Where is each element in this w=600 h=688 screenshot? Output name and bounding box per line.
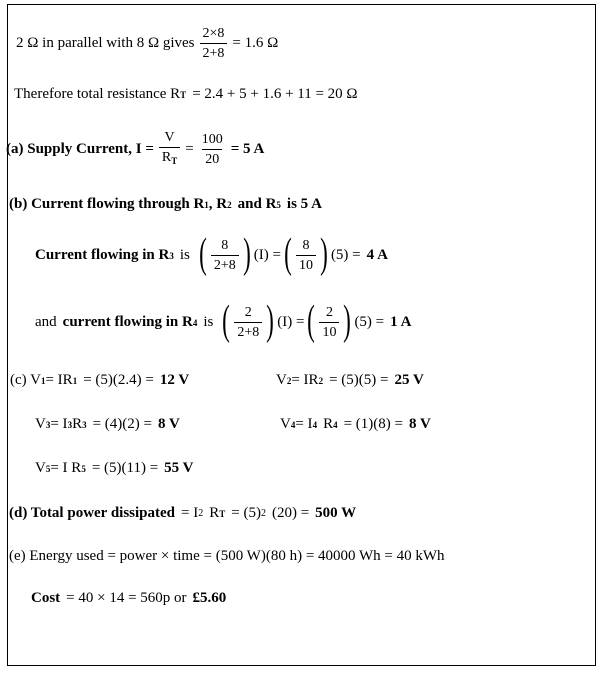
tail-text: (5) = xyxy=(330,247,361,263)
denominator-text: R xyxy=(161,150,172,165)
voltage-v2-line xyxy=(276,372,424,389)
supply-current-line xyxy=(6,128,264,171)
paren-fraction-1: ( $\frac{8}{2+8}$ ) xyxy=(198,230,251,277)
total-resistance-text: Therefore total resistance R xyxy=(14,86,181,102)
total-resistance-line xyxy=(14,86,358,103)
fraction-numerator: 8 xyxy=(302,238,310,253)
voltage-v1-line xyxy=(10,372,189,389)
subscript: 3 xyxy=(67,419,73,430)
current-through-line xyxy=(9,196,322,213)
voltage-text: V xyxy=(35,416,46,432)
fraction-numerator: V xyxy=(164,130,175,145)
power-text: = I xyxy=(181,505,199,521)
total-power-line xyxy=(9,505,356,522)
fraction-denominator: 10 xyxy=(319,322,339,342)
fraction-denominator: 10 xyxy=(296,255,316,275)
power-text: R xyxy=(209,505,220,521)
fraction-numerator: 2 xyxy=(244,305,252,320)
power-text: = (5) xyxy=(231,505,261,521)
voltage-text: R xyxy=(72,416,83,432)
mid-text: (I) = xyxy=(277,314,305,330)
fraction-denominator: 2+8 xyxy=(234,322,262,342)
fraction-numerator: 8 xyxy=(221,238,229,253)
voltage-text: (c) V xyxy=(10,372,41,388)
voltage-text: = IR xyxy=(291,372,319,388)
subscript: 2 xyxy=(286,375,292,386)
voltage-v3-result: 8 V xyxy=(157,416,180,432)
current-r3-line xyxy=(35,230,388,277)
voltage-text: = I R xyxy=(50,460,82,476)
is-text: is xyxy=(179,247,190,263)
fraction xyxy=(234,303,262,342)
fraction-numerator: 2×8 xyxy=(202,26,225,41)
fraction xyxy=(319,303,339,342)
tail-text: (5) = xyxy=(354,314,385,330)
fraction xyxy=(296,236,316,275)
paren-fraction-2: ( $\frac{2}{10}$ ) xyxy=(307,297,352,344)
voltage-v1-result: 12 V xyxy=(159,372,190,388)
fraction-numerator: 100 xyxy=(201,132,223,147)
subscript: 2 xyxy=(318,375,324,386)
current-r4-result: 1 A xyxy=(390,314,412,330)
total-resistance-result: = 2.4 + 5 + 1.6 + 11 = 20 Ω xyxy=(192,86,358,102)
supply-current-result: = 5 A xyxy=(230,141,265,157)
total-power-result: 500 W xyxy=(315,505,357,521)
voltage-text: = (4)(2) = xyxy=(92,416,152,432)
subscript: 4 xyxy=(312,419,318,430)
fraction xyxy=(211,236,239,275)
parallel-result: = 1.6 Ω xyxy=(232,35,279,51)
subscript: 1 xyxy=(204,199,209,210)
cost-line xyxy=(31,590,226,607)
power-text: (20) = xyxy=(271,505,310,521)
fraction-numerator: 2 xyxy=(325,305,333,320)
voltage-text: = (1)(8) = xyxy=(343,416,403,432)
subscript: 4 xyxy=(192,317,198,328)
parallel-resistance-line xyxy=(16,24,278,63)
current-through-text: , R xyxy=(208,196,228,212)
voltage-text: = (5)(5) = xyxy=(329,372,389,388)
current-r3-label: Current flowing in R xyxy=(35,247,170,263)
subscript: 2 xyxy=(227,199,232,210)
current-r4-line xyxy=(35,297,412,344)
current-through-text: is 5 A xyxy=(286,196,322,212)
current-r4-label: current flowing in R xyxy=(62,314,193,330)
subscript: T xyxy=(219,508,226,519)
fraction-denominator: 2+8 xyxy=(211,255,239,275)
cost-result: £5.60 xyxy=(192,590,227,606)
subscript: 4 xyxy=(290,419,296,430)
subscript: 3 xyxy=(45,419,51,430)
current-through-text: (b) Current flowing through R xyxy=(9,196,205,212)
voltage-text: V xyxy=(276,372,287,388)
fraction-denominator: 2+8 xyxy=(200,43,228,63)
parallel-text: 2 Ω in parallel with 8 Ω gives xyxy=(16,35,195,51)
fraction-denominator: 20 xyxy=(202,149,222,169)
energy-used-text: (e) Energy used = power × time = (500 W)(80 h) = 40000 Wh = 40 kWh xyxy=(9,548,445,564)
current-through-text: and R xyxy=(237,196,277,212)
voltage-v4-line xyxy=(280,416,431,433)
parallel-fraction xyxy=(200,24,228,63)
paren-fraction-2: ( $\frac{8}{10}$ ) xyxy=(284,230,328,277)
fraction-denominator xyxy=(159,147,180,171)
subscript: 3 xyxy=(82,419,87,430)
is-text: is xyxy=(203,314,214,330)
cost-label: Cost xyxy=(31,590,61,606)
subscript: 1 xyxy=(72,375,78,386)
voltage-v5-line xyxy=(35,460,193,477)
voltage-text: V xyxy=(35,460,46,476)
subscript: T xyxy=(171,156,178,166)
voltage-text: R xyxy=(323,416,334,432)
subscript: 3 xyxy=(169,250,174,261)
subscript: T xyxy=(180,89,187,100)
equals-sign: = xyxy=(185,141,194,157)
paren-fraction-1: ( $\frac{2}{2+8}$ ) xyxy=(222,297,275,344)
voltage-v5-result: 55 V xyxy=(164,460,194,476)
subscript: 4 xyxy=(333,419,338,430)
voltage-text: = (5)(2.4) = xyxy=(83,372,154,388)
voltage-v3-line xyxy=(35,416,180,433)
voltage-v4-result: 8 V xyxy=(408,416,431,432)
subscript: 5 xyxy=(81,463,86,474)
voltage-text: = (5)(11) = xyxy=(91,460,159,476)
current-r3-result: 4 A xyxy=(366,247,388,263)
supply-current-label: (a) Supply Current, I = xyxy=(6,141,154,157)
voltage-text: = I xyxy=(50,416,68,432)
voltage-text: V xyxy=(280,416,291,432)
voltage-v2-result: 25 V xyxy=(394,372,424,388)
voltage-text: = IR xyxy=(45,372,73,388)
supply-fraction-1 xyxy=(159,128,180,171)
mid-text: (I) = xyxy=(253,247,281,263)
voltage-text: = I xyxy=(295,416,313,432)
subscript: 5 xyxy=(276,199,281,210)
cost-text: = 40 × 14 = 560p or xyxy=(66,590,187,606)
subscript: 1 xyxy=(40,375,46,386)
total-power-label: (d) Total power dissipated xyxy=(9,505,176,521)
energy-used-line xyxy=(9,548,445,565)
and-text: and xyxy=(35,314,57,330)
subscript: 5 xyxy=(45,463,51,474)
superscript: 2 xyxy=(260,508,266,519)
superscript: 2 xyxy=(198,508,204,519)
supply-fraction-2 xyxy=(199,130,226,169)
